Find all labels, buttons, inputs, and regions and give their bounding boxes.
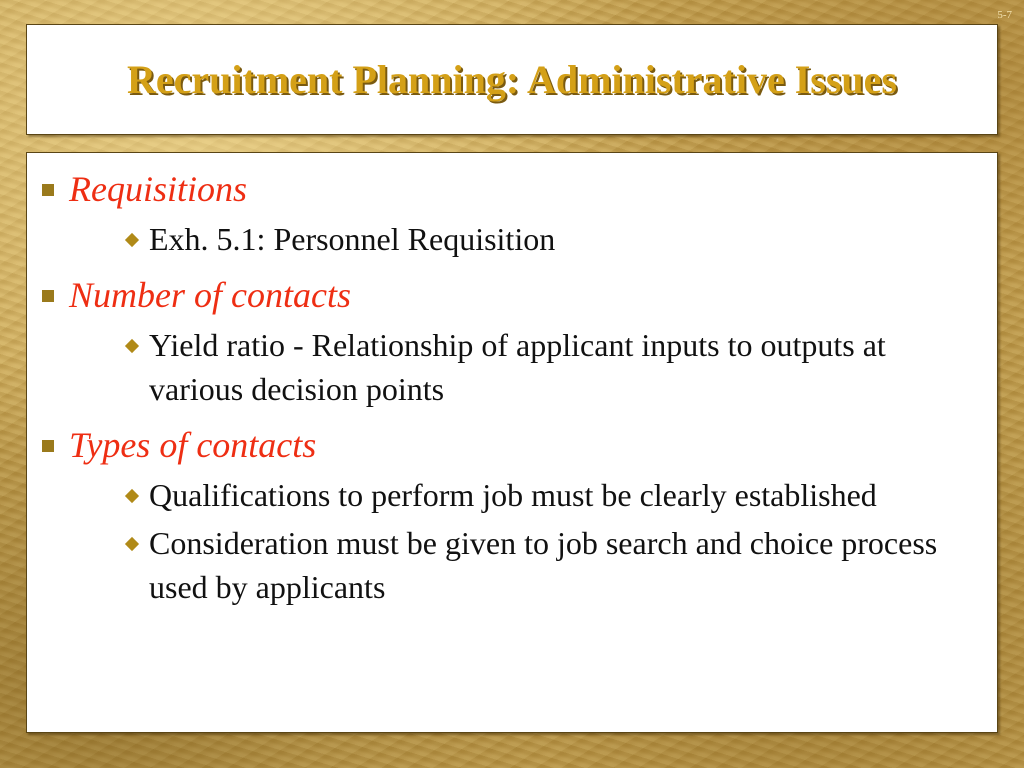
bullet-requisitions <box>41 165 977 261</box>
sub-bullet-item <box>121 521 977 609</box>
diamond-bullet-icon <box>125 537 139 551</box>
slide-number: 5-7 <box>997 9 1012 21</box>
sub-bullet-label: Exh. 5.1: Personnel Requisition <box>149 221 556 257</box>
sub-bullet-item <box>121 217 977 261</box>
square-bullet-icon <box>42 184 54 196</box>
bullet-list <box>27 153 997 609</box>
sub-bullet-list <box>69 217 977 261</box>
diamond-bullet-icon <box>125 233 139 247</box>
bullet-types-of-contacts <box>41 421 977 609</box>
square-bullet-icon <box>42 440 54 452</box>
bullet-label: Types of contacts <box>69 425 317 465</box>
bullet-label: Requisitions <box>69 169 247 209</box>
sub-bullet-list <box>69 473 977 609</box>
title-box <box>26 24 998 135</box>
slide-title: Recruitment Planning: Administrative Issues <box>127 57 897 102</box>
diamond-bullet-icon <box>125 339 139 353</box>
sub-bullet-label: Yield ratio - Relationship of applicant inputs to outputs at various decision points <box>149 327 886 407</box>
sub-bullet-item <box>121 473 977 517</box>
bullet-number-of-contacts <box>41 271 977 411</box>
content-box <box>26 152 998 733</box>
sub-bullet-label: Consideration must be given to job search and choice process used by applicants <box>149 525 938 605</box>
sub-bullet-list <box>69 323 977 411</box>
sub-bullet-label: Qualifications to perform job must be clearly established <box>149 477 877 513</box>
bullet-label: Number of contacts <box>69 275 351 315</box>
sub-bullet-item <box>121 323 977 411</box>
square-bullet-icon <box>42 290 54 302</box>
diamond-bullet-icon <box>125 489 139 503</box>
